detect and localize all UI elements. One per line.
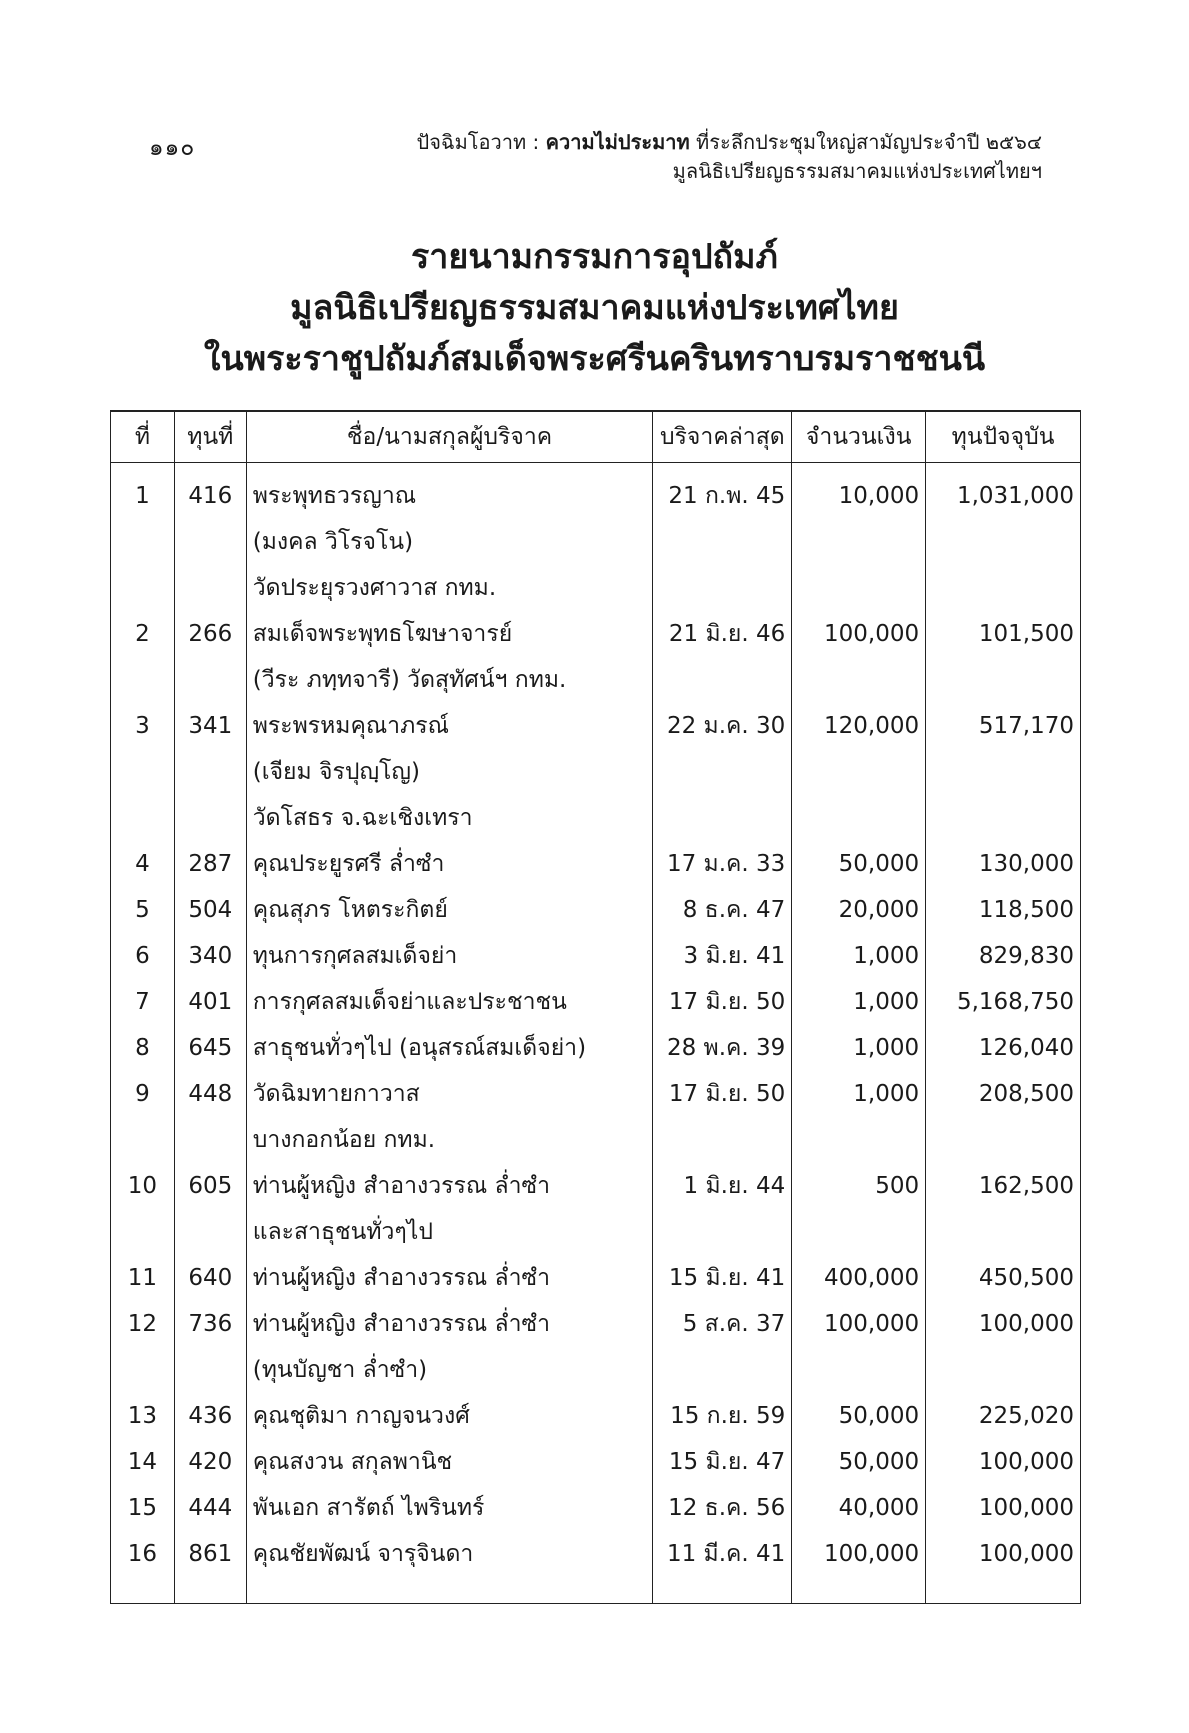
cell-date: 1 มิ.ย. 44	[653, 1163, 792, 1209]
cell-date	[653, 565, 792, 611]
table-row	[111, 519, 1081, 565]
cell-amount: 400,000	[792, 1255, 926, 1301]
cell-date: 21 มิ.ย. 46	[653, 611, 792, 657]
cell-fund: 341	[174, 703, 246, 749]
table-row	[111, 1439, 1081, 1485]
cell-amount: 50,000	[792, 1393, 926, 1439]
table-row	[111, 979, 1081, 1025]
cell-name: ทุนการกุศลสมเด็จย่า	[246, 933, 653, 979]
cell-fund	[174, 795, 246, 841]
table-row	[111, 1117, 1081, 1163]
cell-amount: 1,000	[792, 1071, 926, 1117]
cell-total: 208,500	[926, 1071, 1081, 1117]
cell-date: 17 มิ.ย. 50	[653, 979, 792, 1025]
cell-fund: 605	[174, 1163, 246, 1209]
cell-name: การกุศลสมเด็จย่าและประชาชน	[246, 979, 653, 1025]
column-header-total: ทุนปัจจุบัน	[926, 411, 1081, 463]
table-row	[111, 611, 1081, 657]
column-header-amount: จำนวนเงิน	[792, 411, 926, 463]
cell-name: วัดประยุรวงศาวาส กทม.	[246, 565, 653, 611]
running-header-line-2: มูลนิธิเปรียญธรรมสมาคมแห่งประเทศไทยฯ	[672, 159, 1042, 183]
cell-name: สาธุชนทั่วๆไป (อนุสรณ์สมเด็จย่า)	[246, 1025, 653, 1071]
cell-name: คุณชัยพัฒน์ จารุจินดา	[246, 1531, 653, 1577]
cell-amount	[792, 1117, 926, 1163]
table-row	[111, 749, 1081, 795]
cell-no	[111, 657, 175, 703]
cell-no: 4	[111, 841, 175, 887]
page-header	[0, 128, 1189, 188]
table-row	[111, 1393, 1081, 1439]
cell-date: 5 ส.ค. 37	[653, 1301, 792, 1347]
cell-fund	[174, 565, 246, 611]
cell-date: 12 ธ.ค. 56	[653, 1485, 792, 1531]
title-line-2: มูลนิธิเปรียญธรรมสมาคมแห่งประเทศไทย	[290, 288, 899, 328]
cell-amount: 100,000	[792, 1531, 926, 1577]
cell-date: 15 ก.ย. 59	[653, 1393, 792, 1439]
cell-no	[111, 1117, 175, 1163]
column-header-no: ที่	[111, 411, 175, 463]
cell-name: วัดโสธร จ.ฉะเชิงเทรา	[246, 795, 653, 841]
table-spacer-bottom	[111, 1577, 1081, 1604]
cell-no: 9	[111, 1071, 175, 1117]
table-row	[111, 1347, 1081, 1393]
cell-total: 130,000	[926, 841, 1081, 887]
cell-total: 101,500	[926, 611, 1081, 657]
cell-amount	[792, 519, 926, 565]
cell-date: 17 มิ.ย. 50	[653, 1071, 792, 1117]
cell-date: 11 มี.ค. 41	[653, 1531, 792, 1577]
cell-amount	[792, 657, 926, 703]
cell-total	[926, 1209, 1081, 1255]
document-title	[0, 232, 1189, 385]
cell-total	[926, 749, 1081, 795]
header-prefix: ปัจฉิมโอวาท :	[416, 130, 540, 154]
column-header-fund: ทุนที่	[174, 411, 246, 463]
cell-date: 17 ม.ค. 33	[653, 841, 792, 887]
cell-no: 1	[111, 473, 175, 519]
running-header	[417, 128, 1042, 186]
cell-name: พระพรหมคุณาภรณ์	[246, 703, 653, 749]
cell-name: คุณสงวน สกุลพานิช	[246, 1439, 653, 1485]
cell-no	[111, 749, 175, 795]
cell-total: 450,500	[926, 1255, 1081, 1301]
table-row	[111, 1209, 1081, 1255]
cell-no	[111, 1347, 175, 1393]
cell-date	[653, 1117, 792, 1163]
table-spacer-top	[111, 463, 1081, 474]
cell-fund: 340	[174, 933, 246, 979]
cell-total: 162,500	[926, 1163, 1081, 1209]
cell-amount: 20,000	[792, 887, 926, 933]
cell-fund: 287	[174, 841, 246, 887]
cell-amount: 50,000	[792, 841, 926, 887]
cell-total	[926, 1347, 1081, 1393]
cell-fund	[174, 1209, 246, 1255]
cell-no	[111, 519, 175, 565]
cell-no: 8	[111, 1025, 175, 1071]
cell-name: ท่านผู้หญิง สำอางวรรณ ล่ำซำ	[246, 1301, 653, 1347]
cell-fund: 444	[174, 1485, 246, 1531]
cell-fund: 436	[174, 1393, 246, 1439]
column-header-date: บริจาคล่าสุด	[653, 411, 792, 463]
cell-name: วัดฉิมทายกาวาส	[246, 1071, 653, 1117]
cell-name: และสาธุชนทั่วๆไป	[246, 1209, 653, 1255]
cell-no: 2	[111, 611, 175, 657]
cell-total: 100,000	[926, 1531, 1081, 1577]
cell-fund: 448	[174, 1071, 246, 1117]
table-row	[111, 1531, 1081, 1577]
cell-fund: 645	[174, 1025, 246, 1071]
page-number: ๑๑๐	[149, 135, 196, 161]
cell-date: 22 ม.ค. 30	[653, 703, 792, 749]
cell-fund: 266	[174, 611, 246, 657]
cell-total: 1,031,000	[926, 473, 1081, 519]
table-header-row	[111, 411, 1081, 463]
cell-date	[653, 795, 792, 841]
cell-name: (ทุนบัญชา ล่ำซำ)	[246, 1347, 653, 1393]
cell-total: 100,000	[926, 1301, 1081, 1347]
table-row	[111, 887, 1081, 933]
cell-total: 829,830	[926, 933, 1081, 979]
table-row	[111, 565, 1081, 611]
cell-no: 11	[111, 1255, 175, 1301]
cell-no: 12	[111, 1301, 175, 1347]
cell-amount: 500	[792, 1163, 926, 1209]
cell-total: 225,020	[926, 1393, 1081, 1439]
cell-name: พระพุทธวรญาณ	[246, 473, 653, 519]
cell-total: 100,000	[926, 1485, 1081, 1531]
cell-amount: 1,000	[792, 1025, 926, 1071]
cell-date: 8 ธ.ค. 47	[653, 887, 792, 933]
cell-date	[653, 657, 792, 703]
cell-fund	[174, 657, 246, 703]
cell-name: สมเด็จพระพุทธโฆษาจารย์	[246, 611, 653, 657]
cell-no: 16	[111, 1531, 175, 1577]
cell-total: 100,000	[926, 1439, 1081, 1485]
cell-fund	[174, 1347, 246, 1393]
cell-no: 3	[111, 703, 175, 749]
cell-date: 28 พ.ค. 39	[653, 1025, 792, 1071]
cell-amount: 40,000	[792, 1485, 926, 1531]
cell-amount: 1,000	[792, 979, 926, 1025]
table-row	[111, 1025, 1081, 1071]
cell-amount: 120,000	[792, 703, 926, 749]
cell-name: ท่านผู้หญิง สำอางวรรณ ล่ำซำ	[246, 1255, 653, 1301]
cell-name: บางกอกน้อย กทม.	[246, 1117, 653, 1163]
cell-name: ท่านผู้หญิง สำอางวรรณ ล่ำซำ	[246, 1163, 653, 1209]
cell-name: คุณสุภร โหตระกิตย์	[246, 887, 653, 933]
cell-fund: 504	[174, 887, 246, 933]
cell-fund: 401	[174, 979, 246, 1025]
cell-fund: 736	[174, 1301, 246, 1347]
cell-date	[653, 1209, 792, 1255]
cell-total	[926, 657, 1081, 703]
cell-amount	[792, 565, 926, 611]
table-row	[111, 473, 1081, 519]
cell-name: พันเอก สารัตถ์ ไพรินทร์	[246, 1485, 653, 1531]
cell-no: 5	[111, 887, 175, 933]
cell-fund: 420	[174, 1439, 246, 1485]
table-row	[111, 841, 1081, 887]
title-line-1: รายนามกรรมการอุปถัมภ์	[411, 237, 778, 277]
cell-amount: 100,000	[792, 1301, 926, 1347]
header-suffix: ที่ระลึกประชุมใหญ่สามัญประจำปี ๒๕๖๔	[696, 130, 1042, 154]
table-row	[111, 1485, 1081, 1531]
cell-date	[653, 749, 792, 795]
cell-date	[653, 519, 792, 565]
cell-no	[111, 565, 175, 611]
cell-no: 7	[111, 979, 175, 1025]
cell-no: 14	[111, 1439, 175, 1485]
cell-no: 6	[111, 933, 175, 979]
cell-fund: 640	[174, 1255, 246, 1301]
cell-no: 13	[111, 1393, 175, 1439]
cell-name: (เจียม จิรปุญฺโญ)	[246, 749, 653, 795]
cell-fund	[174, 1117, 246, 1163]
cell-total	[926, 1117, 1081, 1163]
cell-amount	[792, 749, 926, 795]
title-line-3: ในพระราชูปถัมภ์สมเด็จพระศรีนครินทราบรมราชชนนี	[203, 339, 986, 379]
cell-amount: 50,000	[792, 1439, 926, 1485]
cell-fund: 861	[174, 1531, 246, 1577]
cell-fund	[174, 519, 246, 565]
table-row	[111, 933, 1081, 979]
donor-table	[110, 410, 1081, 1604]
cell-fund: 416	[174, 473, 246, 519]
table-row	[111, 657, 1081, 703]
cell-amount	[792, 1209, 926, 1255]
table-row	[111, 795, 1081, 841]
cell-no: 15	[111, 1485, 175, 1531]
cell-date	[653, 1347, 792, 1393]
cell-fund	[174, 749, 246, 795]
cell-total	[926, 519, 1081, 565]
cell-name: (วีระ ภทฺทจารี) วัดสุทัศน์ฯ กทม.	[246, 657, 653, 703]
cell-amount: 10,000	[792, 473, 926, 519]
running-header-line-1	[417, 128, 1042, 157]
table-row	[111, 1255, 1081, 1301]
cell-no: 10	[111, 1163, 175, 1209]
column-header-name: ชื่อ/นามสกุลผู้บริจาค	[246, 411, 653, 463]
cell-amount	[792, 795, 926, 841]
table-row	[111, 703, 1081, 749]
cell-date: 3 มิ.ย. 41	[653, 933, 792, 979]
cell-amount	[792, 1347, 926, 1393]
cell-name: (มงคล วิโรจโน)	[246, 519, 653, 565]
header-bold-title: ความไม่ประมาท	[545, 130, 690, 154]
table-row	[111, 1163, 1081, 1209]
cell-total: 118,500	[926, 887, 1081, 933]
cell-total: 5,168,750	[926, 979, 1081, 1025]
cell-name: คุณชุติมา กาญจนวงศ์	[246, 1393, 653, 1439]
cell-total	[926, 565, 1081, 611]
cell-total: 517,170	[926, 703, 1081, 749]
cell-total: 126,040	[926, 1025, 1081, 1071]
cell-name: คุณประยูรศรี ล่ำซำ	[246, 841, 653, 887]
cell-no	[111, 795, 175, 841]
cell-date: 15 มิ.ย. 47	[653, 1439, 792, 1485]
cell-no	[111, 1209, 175, 1255]
cell-date: 15 มิ.ย. 41	[653, 1255, 792, 1301]
cell-date: 21 ก.พ. 45	[653, 473, 792, 519]
cell-total	[926, 795, 1081, 841]
table-row	[111, 1071, 1081, 1117]
cell-amount: 1,000	[792, 933, 926, 979]
table-body	[111, 463, 1081, 1604]
cell-amount: 100,000	[792, 611, 926, 657]
table-row	[111, 1301, 1081, 1347]
